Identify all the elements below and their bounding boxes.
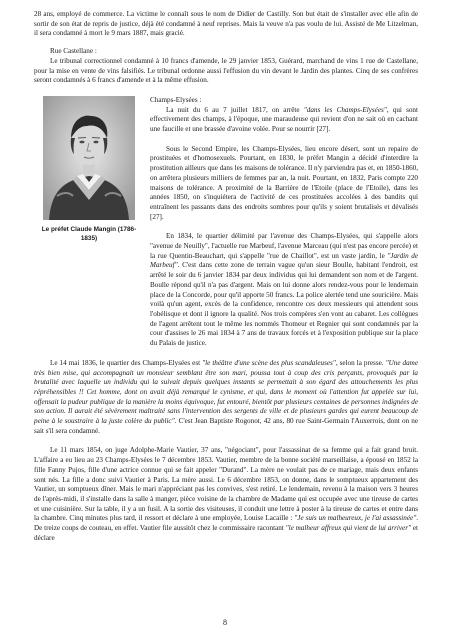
champs-paragraph-3-start: En 1834, le quartier délimité par l'avenue des Champs-Elysées, qui s'appelle alors "avenue de Neuilly", l'actuelle rue Marbeuf, l'avenue Marceau (qui n'est pas encore percée) et la rue Quentin-Beauchart, qui s'appelle "rue de Chaillot", est un vaste jardin, le "Jardin de Marbeuf". C'est dans cette zone de terrain vague qu'un sieur Boulle, habitant l'endroit, est arrêté le soir du 6 janvier 1834 par deux individus qui lui demandent son nom et de l'argent. Boulle répond qu'il n'a pas d'argent. Mais on lui donne alors rendez-vous pour le lendemain place de la Concorde, pour qu'il apporte 50 francs. La police alertée tend une souricière. Mais voilà qu'un agent, excès de la confidence, rencontre ces deux messieurs qui attendent sous l'obélisque et dont il ignore la qualité. Nos trois compères s'en vont au cabaret. Les collègues de l'agent arrêtent tout le même les nommés Thomeur et Regnier qui sont condamnés par la cour d'assises le 26 mai 1834 à 7 ans de travaux forcés et à l'exposition publique sur la place du Palais de justice. [150, 232, 418, 348]
paragraph-1836: Le 14 mai 1836, le quartier des Champs-Elysées est "le théâtre d'une scène des plus scandaleuses", selon la presse. "Une dame très bien mise, qui accompagnait un monsieur semblant être son mari, poussa tout à coup des cris perçants, provoqués par la brutalité avec laquelle un individu qui la suivait depuis quelques instants se permettait à son égard des attouchements les plus répréhensibles !! Cet homme, dont on avait déjà remarqué le cynisme, et qui, dans le moment où l'attention fut appelée sur lui, offensait la pudeur publique de la manière la moins équivoque, fut entouré, bientôt par plusieurs centaines de personnes indignées de son action. Il aurait été sévèrement maltraité sans l'intervention des sergents de ville et de plusieurs gardes qui eurent beaucoup de peine à le soustraire à la juste colère du public". C'est Jean Baptiste Rogonot, 42 ans, 80 rue Saint-Germain l'Auxerrois, dont on ne sait s'il sera condamné. [34, 358, 418, 435]
document-page [34, 10, 418, 543]
portrait-figure [34, 96, 144, 243]
right-column-text [150, 96, 418, 349]
champs-paragraph-2: Sous le Second Empire, les Champs-Elysées, lieu encore désert, sont un repaire de prostituées et d'homosexuels. Pourtant, en 1830, le préfet Mangin a décidé d'interdire la prostitution ailleurs que dans les maisons de tolérance. Il n'y parviendra pas et, en 1850-1860, on arrêtera plusieurs milliers de femmes par an, la nuit. Pourtant, en 1832, Paris compte 220 maisons de tolérance. A proximité de la Barrière de l'Etoile (place de l'Etoile), dans les années 1850, on s'inquiétera de l'activité de ces prostituées accolées à des bandits qui entraînent les passants dans des endroits sombres pour qu'ils y soient brutalisés et dévalisés [27]. [150, 144, 418, 221]
castellane-paragraph: Le tribunal correctionnel condamné à 10 francs d'amende, le 29 janvier 1853, Guérard, marchand de vins 1 rue de Castellane, pour la mise en vente de vins falsifiés. Le tribunal ordonne aussi l'effusion du vin devant le Jardin des plantes. Cinq de ses confrères seront condamnés à 6 francs d'amende et à la même effusion. [34, 56, 418, 85]
intro-paragraph: 28 ans, employé de commerce. La victime le connaît sous le nom de Didier de Castilly. Son but était de s'installer avec elle afin de sortir de son état de repris de justice, déjà été condamné à neuf reprises. Mais la veuve n'a pas voulu de lui. Assisté de Me Litzelman, il sera condamné à mort le 9 mars 1887, mais gracié. [34, 10, 418, 38]
portrait-caption: Le préfet Claude Mangin (1786-1835) [41, 225, 137, 242]
section-heading-castellane: Rue Castellane : [50, 47, 97, 56]
page-number: 8 [223, 618, 227, 627]
paragraph-1854: Le 11 mars 1854, on juge Adolphe-Marie Vautier, 37 ans, "négociant", pour l'assassinat de sa femme qui a fait grand bruit. L'affaire a eu lieu au 23 Champs-Elysées le 7 décembre 1853. Vautier, membre de la bonne société marseillaise, a épousé en 1852 la fille Fanny Pujos, fille d'une actrice connue qui se fait appeler "Durand". La mère ne voulait pas de ce mariage, mais deux enfants sont nés. La fille a donc suivi Vautier à Paris. La mère aussi. Le 6 décembre 1853, on donne, dans le somptueux appartement des Vautier, un somptueux dîner. Mais le mari n'appréciant pas les convives, s'est retiré. Le lendemain, revenu à la maison vers 3 heures de l'après-midi, il s'installe dans la salle à manger, pièce voisine de la chambre de Madame qui est occupée avec une tireuse de cartes et une cuisinière. Sur la table, il y a un fusil. A la sortie des visiteuses, il conduit une lettre à poster à la tireuse de cartes et entre dans la chambre. Cinq minutes plus tard, il ressort et déclare à une employée, Louise Lacaille : "Je suis un malheureux, je l'ai assassinée". De treize coups de couteau, en effet. Vautier file aussitôt chez le commissaire racontant "le malheur affreux qui vient de lui arriver" et déclare [34, 446, 418, 542]
portrait-image [43, 96, 135, 220]
champs-paragraph-1: La nuit du 6 au 7 juillet 1817, on arrête "dans les Champs-Elysées", qui sont effectivement des champs, à l'époque, une maraudeuse qui revient d'on ne sait où en cachant une faucille et une brassée d'avoine volée. Pour se nourrir [27]. [150, 105, 418, 134]
champs-elysees-section [34, 96, 418, 349]
section-heading-champs-elysees: Champs-Elysées : [150, 95, 202, 104]
